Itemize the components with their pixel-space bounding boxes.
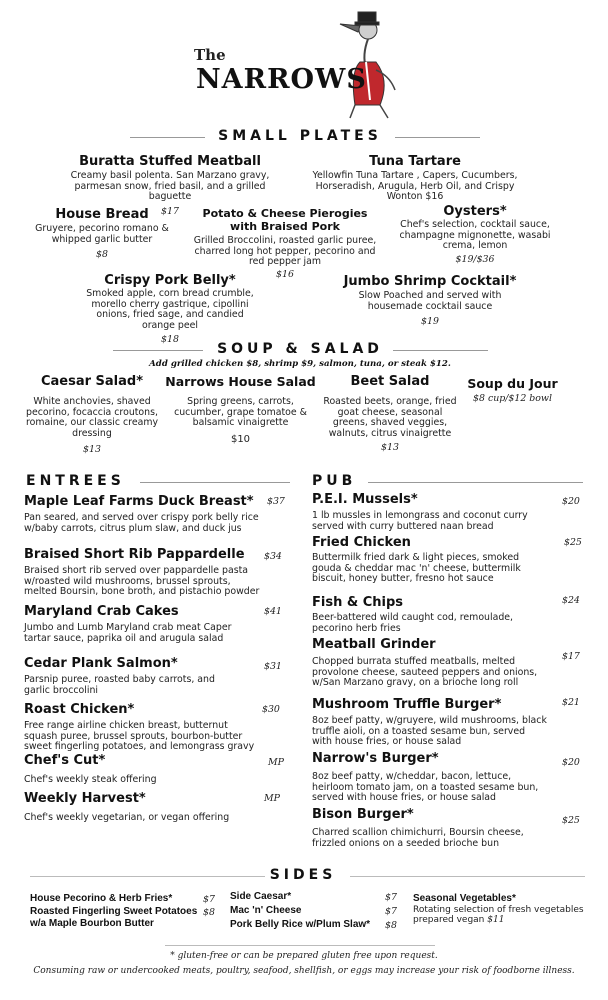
item-title: Weekly Harvest* (24, 791, 146, 806)
divider (395, 137, 480, 138)
side-item-title: Mac 'n' Cheese (230, 905, 302, 916)
sides-heading: SIDES (269, 867, 337, 883)
logo-the: The (194, 46, 226, 64)
item-title: Narrows House Salad (165, 374, 316, 389)
item-price: $24 (562, 595, 580, 606)
item-price: $8 (96, 249, 108, 261)
logo (190, 10, 420, 120)
item-desc: Gruyere, pecorino romano & whipped garlic butter (35, 223, 169, 245)
item-price: $8 cup/$12 bowl (473, 393, 552, 404)
menu-item (24, 753, 294, 786)
side-item-price: $11 (487, 915, 505, 925)
item-title: Maple Leaf Farms Duck Breast* (24, 494, 254, 509)
item-desc: Chef's selection, cocktail sauce, champagne mignonette, wasabi crema, lemon (399, 219, 551, 252)
item-price: $20 (562, 496, 580, 507)
item-title: Fish & Chips (312, 595, 404, 610)
menu-item (312, 807, 587, 849)
item-price: $25 (564, 537, 582, 548)
menu-item (312, 492, 587, 532)
small-plates-heading: SMALL PLATES (218, 128, 382, 144)
item-title: Potato & Cheese Pierogies with Braised Pork (202, 207, 368, 233)
side-item-price: $7 (385, 892, 397, 903)
item-desc: Chef's weekly vegetarian, or vegan offering (24, 812, 230, 823)
item-title: P.E.I. Mussels* (312, 492, 418, 507)
divider (368, 482, 583, 483)
divider (130, 137, 205, 138)
logo-name: NARROWS (196, 64, 367, 95)
gluten-free-note: * gluten-free or can be prepared gluten free upon request. (170, 951, 438, 961)
item-desc: Beer-battered wild caught cod, remoulade, pecorino herb fries (312, 612, 514, 634)
item-desc: Smoked apple, corn bread crumble, morello cherry gastrique, cipollini onions, fried sage, and candied orange peel (86, 288, 254, 331)
item-price: MP (264, 793, 280, 804)
item-desc: Charred scallion chimichurri, Boursin cheese, frizzled onions on a seeded brioche bun (312, 827, 524, 849)
menu-item (163, 374, 318, 445)
menu-item (455, 376, 570, 404)
item-title: Caesar Salad* (40, 374, 144, 389)
item-title: Bison Burger* (312, 807, 414, 822)
item-price: $30 (262, 704, 280, 715)
menu-item (190, 207, 380, 280)
item-desc: 1 lb mussles in lemongrass and coconut curry served with curry buttered naan bread (312, 510, 528, 532)
menu-item (24, 604, 294, 644)
item-title: House Bread (55, 207, 149, 222)
item-title: Narrow's Burger* (312, 751, 439, 766)
item-title: Maryland Crab Cakes (24, 604, 179, 619)
item-title: Cedar Plank Salmon* (24, 656, 178, 671)
item-title: Meatball Grinder (312, 637, 436, 652)
item-price: $37 (267, 496, 285, 507)
item-desc: Free range airline chicken breast, butternut squash puree, brussel sprouts, bourbon-butter sweet fingerling potatoes, and lemongrass gravy (24, 720, 255, 753)
item-price: $13 (83, 444, 101, 456)
menu-item (312, 751, 587, 804)
item-desc: Chef's weekly steak offering (24, 774, 157, 785)
item-price: $34 (264, 551, 282, 562)
item-price: $25 (562, 815, 580, 826)
item-desc: Pan seared, and served over crispy pork belly rice w/baby carrots, citrus plum slaw, and duck jus (24, 512, 259, 534)
divider (393, 350, 488, 351)
menu-item (312, 535, 587, 585)
item-desc: Slow Poached and served with housemade cocktail sauce (358, 290, 502, 312)
side-item-title: Side Caesar* (230, 891, 292, 902)
item-desc: White anchovies, shaved pecorino, focaccia croutons, romaine, our classic creamy dressing (25, 396, 159, 439)
item-desc: Spring greens, carrots, cucumber, grape tomatoe & balsamic vinaigrette (174, 396, 307, 429)
item-title: Braised Short Rib Pappardelle (24, 547, 245, 562)
menu-item (24, 791, 294, 824)
item-title: Beet Salad (350, 374, 430, 389)
item-title: Fried Chicken (312, 535, 411, 550)
side-item-title: Pork Belly Rice w/Plum Slaw* (230, 919, 371, 930)
divider (30, 876, 265, 877)
item-title: Chef's Cut* (24, 753, 106, 768)
menu-item (312, 697, 587, 748)
soup-salad-note: Add grilled chicken $8, shrimp $9, salmon, tuna, or steak $12. (149, 359, 451, 369)
food-safety-warning: Consuming raw or undercooked meats, poultry, seafood, shellfish, or eggs may increase your risk of foodborne illness. (33, 966, 575, 976)
menu-item (335, 274, 525, 327)
pub-heading: PUB (312, 473, 357, 489)
item-price: $20 (562, 757, 580, 768)
item-price: $17 (161, 205, 179, 217)
menu-item (24, 656, 294, 696)
side-item-price: $7 (203, 894, 215, 905)
menu-item (32, 207, 172, 260)
item-price: $41 (264, 606, 282, 617)
item-desc: Chopped burrata stuffed meatballs, melted provolone cheese, sauteed peppers and onions, w/San Marzano gravy, on a brioche long roll (312, 656, 538, 689)
item-desc: Jumbo and Lumb Maryland crab meat Caper tartar sauce, paprika oil and arugula salad (24, 622, 232, 644)
item-title: Soup du Jour (467, 376, 558, 391)
item-title: Buratta Stuffed Meatball (79, 154, 261, 169)
soup-salad-heading: SOUP & SALAD (217, 341, 383, 357)
item-desc: 8oz beef patty, w/gruyere, wild mushrooms, black truffle aioli, on a toasted sesame bun, served with house fries, or house salad (312, 715, 547, 748)
item-desc: 8oz beef patty, w/cheddar, bacon, lettuce, heirloom tomato jam, on a toasted sesame bun, served with house fries, or house salad (312, 771, 539, 804)
item-title: Mushroom Truffle Burger* (312, 697, 502, 712)
item-desc: Buttermilk fried dark & light pieces, smoked gouda & cheddar mac 'n' cheese, buttermilk biscuit, honey butter, fresno hot sauce (312, 552, 521, 585)
menu-item (24, 547, 294, 598)
entrees-heading: ENTREES (26, 473, 125, 489)
side-item-title: Seasonal Vegetables* (413, 893, 516, 904)
side-item-price: $7 (385, 906, 397, 917)
item-desc: Roasted beets, orange, fried goat cheese, seasonal greens, shaved veggies, walnuts, citrus vinaigrette (323, 396, 457, 439)
side-item-title: Roasted Fingerling Sweet Potatoes w/a Maple Bourbon Butter (30, 906, 198, 929)
menu-item (24, 702, 294, 753)
menu-item (390, 204, 560, 265)
divider (350, 876, 585, 877)
menu-item (312, 595, 587, 634)
side-item-price: $8 (385, 920, 397, 931)
item-price: $19/$36 (455, 253, 495, 265)
item-desc: Parsnip puree, roasted baby carrots, and garlic broccolini (24, 674, 215, 696)
item-price: $18 (161, 334, 179, 346)
item-price: MP (268, 757, 284, 768)
item-title: Tuna Tartare (369, 154, 461, 169)
item-price: $19 (421, 316, 439, 328)
item-desc: Creamy basil polenta. San Marzano gravy, parmesan snow, fried basil, and a grilled baguette (70, 170, 270, 203)
menu-item (22, 374, 162, 455)
menu-item (312, 637, 587, 689)
item-price: $16 (276, 268, 294, 280)
item-title: Jumbo Shrimp Cocktail* (343, 274, 517, 289)
menu-item (80, 273, 260, 345)
divider (165, 945, 435, 946)
menu-item (320, 374, 460, 453)
side-item-desc-line (413, 905, 588, 925)
menu-item (24, 494, 294, 534)
item-desc: Braised short rib served over pappardelle pasta w/roasted wild mushrooms, brussel sprouts, melted Boursin, bone broth, and pistachio powder (24, 565, 260, 598)
menu-item (310, 154, 520, 203)
side-item-price: $8 (203, 907, 215, 918)
item-desc: Grilled Broccolini, roasted garlic puree, charred long hot pepper, pecorino and red pepper jam (193, 235, 377, 268)
item-title: Crispy Pork Belly* (104, 273, 236, 288)
item-price: $10 (230, 433, 251, 445)
divider (140, 482, 290, 483)
side-item-title: House Pecorino & Herb Fries* (30, 893, 173, 904)
item-desc: Yellowfin Tuna Tartare , Capers, Cucumbers, Horseradish, Arugula, Herb Oil, and Crispy Wonton $16 (312, 170, 518, 203)
side-item-desc: Rotating selection of fresh vegetables prepared vegan (413, 905, 584, 925)
item-price: $31 (264, 661, 282, 672)
item-price: $13 (381, 442, 399, 454)
item-title: Roast Chicken* (24, 702, 135, 717)
item-title: Oysters* (443, 204, 507, 219)
menu-item (413, 893, 588, 925)
item-price: $21 (562, 697, 580, 708)
divider (113, 350, 203, 351)
item-price: $17 (562, 651, 580, 662)
